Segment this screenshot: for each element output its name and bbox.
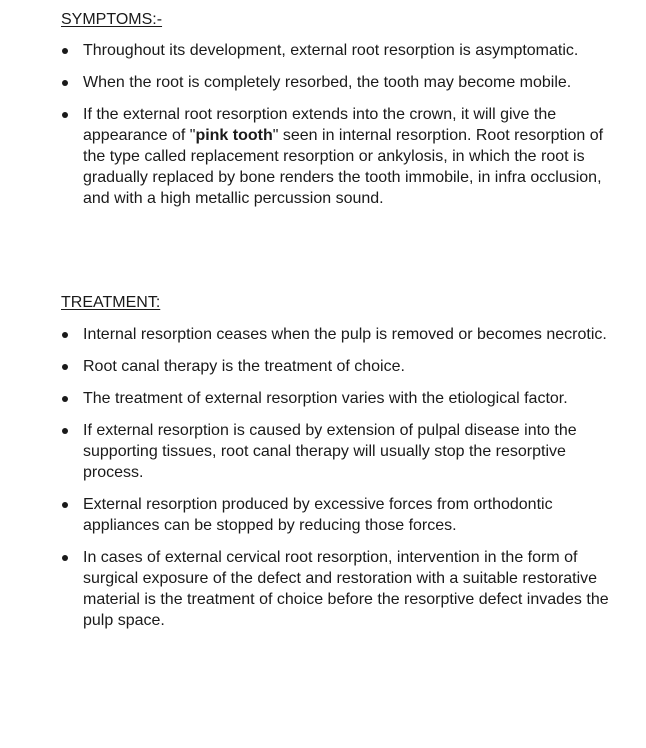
list-item <box>0 104 646 209</box>
bullet-icon <box>62 396 68 402</box>
list-item-text: The treatment of external resorption varies with the etiological factor. <box>83 390 568 407</box>
treatment-heading: TREATMENT: <box>61 294 161 311</box>
list-item-text: In cases of external cervical root resorption, intervention in the form of surgical exposure of the defect and restoration with a suitable restorative material is the treatment of choice before the resorptive defect invades the pulp space. <box>83 549 609 629</box>
treatment-list <box>0 324 646 642</box>
bullet-icon <box>62 48 68 54</box>
list-item-text: When the root is completely resorbed, the tooth may become mobile. <box>83 74 572 91</box>
bullet-icon <box>62 555 68 561</box>
list-item <box>0 356 646 377</box>
list-item-text-after: " seen in internal resorption. Root resorption of the type called replacement resorption or ankylosis, in which the root is gradually replaced by bone renders the tooth immobile, in infra occlusion, and with a high metallic percussion sound. <box>83 127 604 207</box>
symptoms-list <box>0 40 646 220</box>
list-item-text: Throughout its development, external root resorption is asymptomatic. <box>83 42 579 59</box>
list-item <box>0 40 646 61</box>
list-item-text: Internal resorption ceases when the pulp is removed or becomes necrotic. <box>83 326 607 343</box>
bullet-icon <box>62 364 68 370</box>
list-item <box>0 420 646 483</box>
pink-tooth-term: pink tooth <box>195 127 273 144</box>
bullet-icon <box>62 332 68 338</box>
bullet-icon <box>62 428 68 434</box>
list-item <box>0 494 646 536</box>
list-item-text: External resorption produced by excessive forces from orthodontic appliances can be stopped by reducing those forces. <box>83 496 553 534</box>
bullet-icon <box>62 80 68 86</box>
list-item <box>0 388 646 409</box>
list-item <box>0 72 646 93</box>
bullet-icon <box>62 502 68 508</box>
bullet-icon <box>62 112 68 118</box>
list-item-text: Root canal therapy is the treatment of choice. <box>83 358 405 375</box>
list-item-text: If external resorption is caused by extension of pulpal disease into the supporting tissues, root canal therapy will usually stop the resorptive process. <box>83 422 577 481</box>
list-item <box>0 547 646 631</box>
list-item <box>0 324 646 345</box>
list-item-text-before: If the external root resorption extends into the crown, it will give the appearance of " <box>83 106 557 144</box>
symptoms-heading: SYMPTOMS:- <box>61 11 163 28</box>
